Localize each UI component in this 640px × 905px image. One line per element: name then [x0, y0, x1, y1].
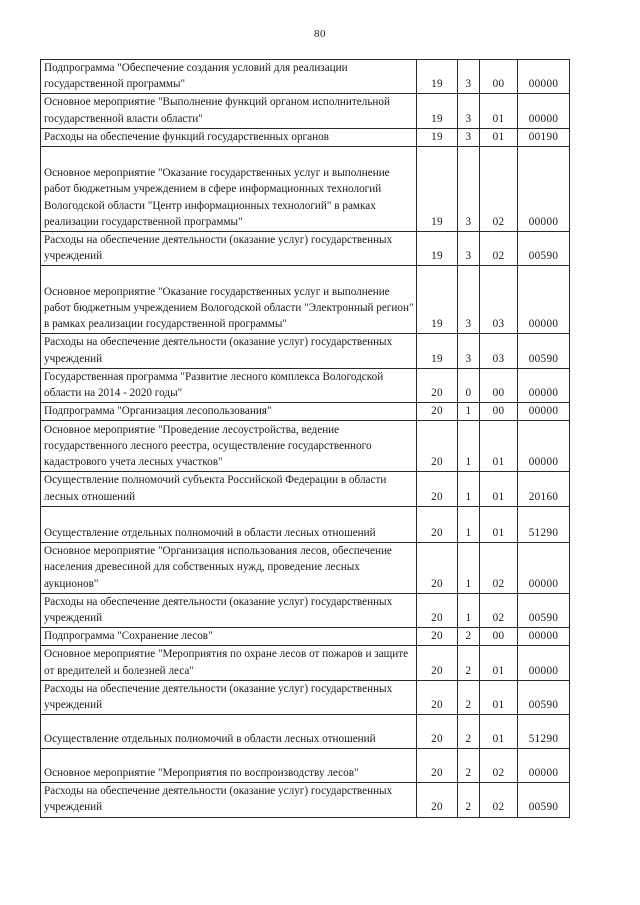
direction-code-cell: 00000 — [518, 60, 570, 94]
subprogram-code-cell: 2 — [458, 680, 480, 714]
activity-code-cell: 00 — [480, 368, 518, 402]
program-code-cell: 20 — [417, 542, 458, 593]
activity-code-cell: 01 — [480, 421, 518, 472]
subprogram-code-cell: 1 — [458, 593, 480, 627]
program-code-cell: 20 — [417, 593, 458, 627]
subprogram-code-cell: 3 — [458, 60, 480, 94]
direction-code-cell: 00590 — [518, 680, 570, 714]
table-row — [41, 147, 570, 232]
subprogram-code-cell: 3 — [458, 94, 480, 128]
program-code-cell: 19 — [417, 334, 458, 368]
program-code-cell: 20 — [417, 472, 458, 506]
activity-code-cell: 01 — [480, 715, 518, 749]
direction-code-cell: 20160 — [518, 472, 570, 506]
activity-code-cell: 00 — [480, 60, 518, 94]
table-body — [41, 60, 570, 818]
row-name-cell: Осуществление отдельных полномочий в области лесных отношений — [41, 715, 417, 749]
table-row — [41, 334, 570, 368]
subprogram-code-cell: 1 — [458, 403, 480, 421]
activity-code-cell: 02 — [480, 542, 518, 593]
table-row — [41, 421, 570, 472]
activity-code-cell: 02 — [480, 749, 518, 783]
activity-code-cell: 02 — [480, 147, 518, 232]
table-row — [41, 266, 570, 334]
program-code-cell: 20 — [417, 506, 458, 542]
row-name-cell: Расходы на обеспечение деятельности (оказание услуг) государственных учреждений — [41, 334, 417, 368]
direction-code-cell: 00590 — [518, 593, 570, 627]
table-row — [41, 593, 570, 627]
program-code-cell: 19 — [417, 147, 458, 232]
row-name-cell: Осуществление отдельных полномочий в области лесных отношений — [41, 506, 417, 542]
program-code-cell: 19 — [417, 128, 458, 146]
row-name-cell: Расходы на обеспечение функций государственных органов — [41, 128, 417, 146]
activity-code-cell: 03 — [480, 334, 518, 368]
program-code-cell: 20 — [417, 783, 458, 817]
direction-code-cell: 00590 — [518, 783, 570, 817]
subprogram-code-cell: 2 — [458, 715, 480, 749]
row-name-cell: Основное мероприятие "Оказание государственных услуг и выполнение работ бюджетным учреждением Вологодской области "Электронный регион" в рамках реализации государственной программы" — [41, 266, 417, 334]
program-code-cell: 19 — [417, 60, 458, 94]
row-name-cell: Государственная программа "Развитие лесного комплекса Вологодской области на 2014 - 2020 годы" — [41, 368, 417, 402]
program-code-cell: 20 — [417, 403, 458, 421]
subprogram-code-cell: 3 — [458, 266, 480, 334]
subprogram-code-cell: 2 — [458, 646, 480, 680]
table-row — [41, 715, 570, 749]
table-row — [41, 628, 570, 646]
subprogram-code-cell: 1 — [458, 542, 480, 593]
table-row — [41, 128, 570, 146]
subprogram-code-cell: 1 — [458, 472, 480, 506]
activity-code-cell: 01 — [480, 506, 518, 542]
subprogram-code-cell: 1 — [458, 421, 480, 472]
program-code-cell: 20 — [417, 715, 458, 749]
activity-code-cell: 01 — [480, 472, 518, 506]
direction-code-cell: 00590 — [518, 232, 570, 266]
row-name-cell: Основное мероприятие "Организация использования лесов, обеспечение населения древесиной для собственных нужд, проведение лесных аукционов" — [41, 542, 417, 593]
program-code-cell: 20 — [417, 749, 458, 783]
row-name-cell: Основное мероприятие "Оказание государственных услуг и выполнение работ бюджетным учреждением в сфере информационных технологий Вологодской области "Центр информационных технологий" в рамках реализации государственной программы" — [41, 147, 417, 232]
table-row — [41, 783, 570, 817]
direction-code-cell: 00000 — [518, 421, 570, 472]
program-code-cell: 20 — [417, 368, 458, 402]
direction-code-cell: 00000 — [518, 749, 570, 783]
activity-code-cell: 00 — [480, 403, 518, 421]
activity-code-cell: 01 — [480, 94, 518, 128]
program-code-cell: 19 — [417, 266, 458, 334]
table-row — [41, 232, 570, 266]
page-number: 80 — [314, 28, 326, 40]
direction-code-cell: 00190 — [518, 128, 570, 146]
activity-code-cell: 00 — [480, 628, 518, 646]
activity-code-cell: 03 — [480, 266, 518, 334]
row-name-cell: Основное мероприятие "Выполнение функций органом исполнительной государственной власти области" — [41, 94, 417, 128]
row-name-cell: Расходы на обеспечение деятельности (оказание услуг) государственных учреждений — [41, 680, 417, 714]
activity-code-cell: 02 — [480, 783, 518, 817]
program-code-cell: 20 — [417, 646, 458, 680]
row-name-cell: Основное мероприятие "Проведение лесоустройства, ведение государственного лесного реестра, осуществление государственного кадастрового учета лесных участков" — [41, 421, 417, 472]
direction-code-cell: 51290 — [518, 506, 570, 542]
activity-code-cell: 02 — [480, 232, 518, 266]
table-row — [41, 94, 570, 128]
table-row — [41, 646, 570, 680]
direction-code-cell: 00000 — [518, 368, 570, 402]
table-row — [41, 403, 570, 421]
table-row — [41, 542, 570, 593]
activity-code-cell: 01 — [480, 128, 518, 146]
direction-code-cell: 00000 — [518, 147, 570, 232]
direction-code-cell: 00000 — [518, 628, 570, 646]
activity-code-cell: 01 — [480, 646, 518, 680]
table-row — [41, 680, 570, 714]
subprogram-code-cell: 3 — [458, 147, 480, 232]
subprogram-code-cell: 2 — [458, 628, 480, 646]
table-row — [41, 368, 570, 402]
program-code-cell: 20 — [417, 421, 458, 472]
row-name-cell: Подпрограмма "Организация лесопользования" — [41, 403, 417, 421]
direction-code-cell: 00590 — [518, 334, 570, 368]
direction-code-cell: 00000 — [518, 403, 570, 421]
subprogram-code-cell: 0 — [458, 368, 480, 402]
row-name-cell: Расходы на обеспечение деятельности (оказание услуг) государственных учреждений — [41, 232, 417, 266]
activity-code-cell: 01 — [480, 680, 518, 714]
budget-classification-table — [40, 59, 570, 818]
subprogram-code-cell: 2 — [458, 783, 480, 817]
row-name-cell: Основное мероприятие "Мероприятия по воспроизводству лесов" — [41, 749, 417, 783]
table-row — [41, 60, 570, 94]
row-name-cell: Расходы на обеспечение деятельности (оказание услуг) государственных учреждений — [41, 783, 417, 817]
row-name-cell: Подпрограмма "Сохранение лесов" — [41, 628, 417, 646]
direction-code-cell: 51290 — [518, 715, 570, 749]
row-name-cell: Основное мероприятие "Мероприятия по охране лесов от пожаров и защите от вредителей и болезней леса" — [41, 646, 417, 680]
subprogram-code-cell: 3 — [458, 334, 480, 368]
table-row — [41, 749, 570, 783]
subprogram-code-cell: 1 — [458, 506, 480, 542]
table-row — [41, 472, 570, 506]
program-code-cell: 20 — [417, 680, 458, 714]
subprogram-code-cell: 3 — [458, 232, 480, 266]
program-code-cell: 19 — [417, 94, 458, 128]
direction-code-cell: 00000 — [518, 94, 570, 128]
program-code-cell: 20 — [417, 628, 458, 646]
direction-code-cell: 00000 — [518, 646, 570, 680]
subprogram-code-cell: 2 — [458, 749, 480, 783]
row-name-cell: Подпрограмма "Обеспечение создания условий для реализации государственной программы" — [41, 60, 417, 94]
row-name-cell: Осуществление полномочий субъекта Российской Федерации в области лесных отношений — [41, 472, 417, 506]
subprogram-code-cell: 3 — [458, 128, 480, 146]
row-name-cell: Расходы на обеспечение деятельности (оказание услуг) государственных учреждений — [41, 593, 417, 627]
activity-code-cell: 02 — [480, 593, 518, 627]
table-row — [41, 506, 570, 542]
direction-code-cell: 00000 — [518, 266, 570, 334]
direction-code-cell: 00000 — [518, 542, 570, 593]
program-code-cell: 19 — [417, 232, 458, 266]
